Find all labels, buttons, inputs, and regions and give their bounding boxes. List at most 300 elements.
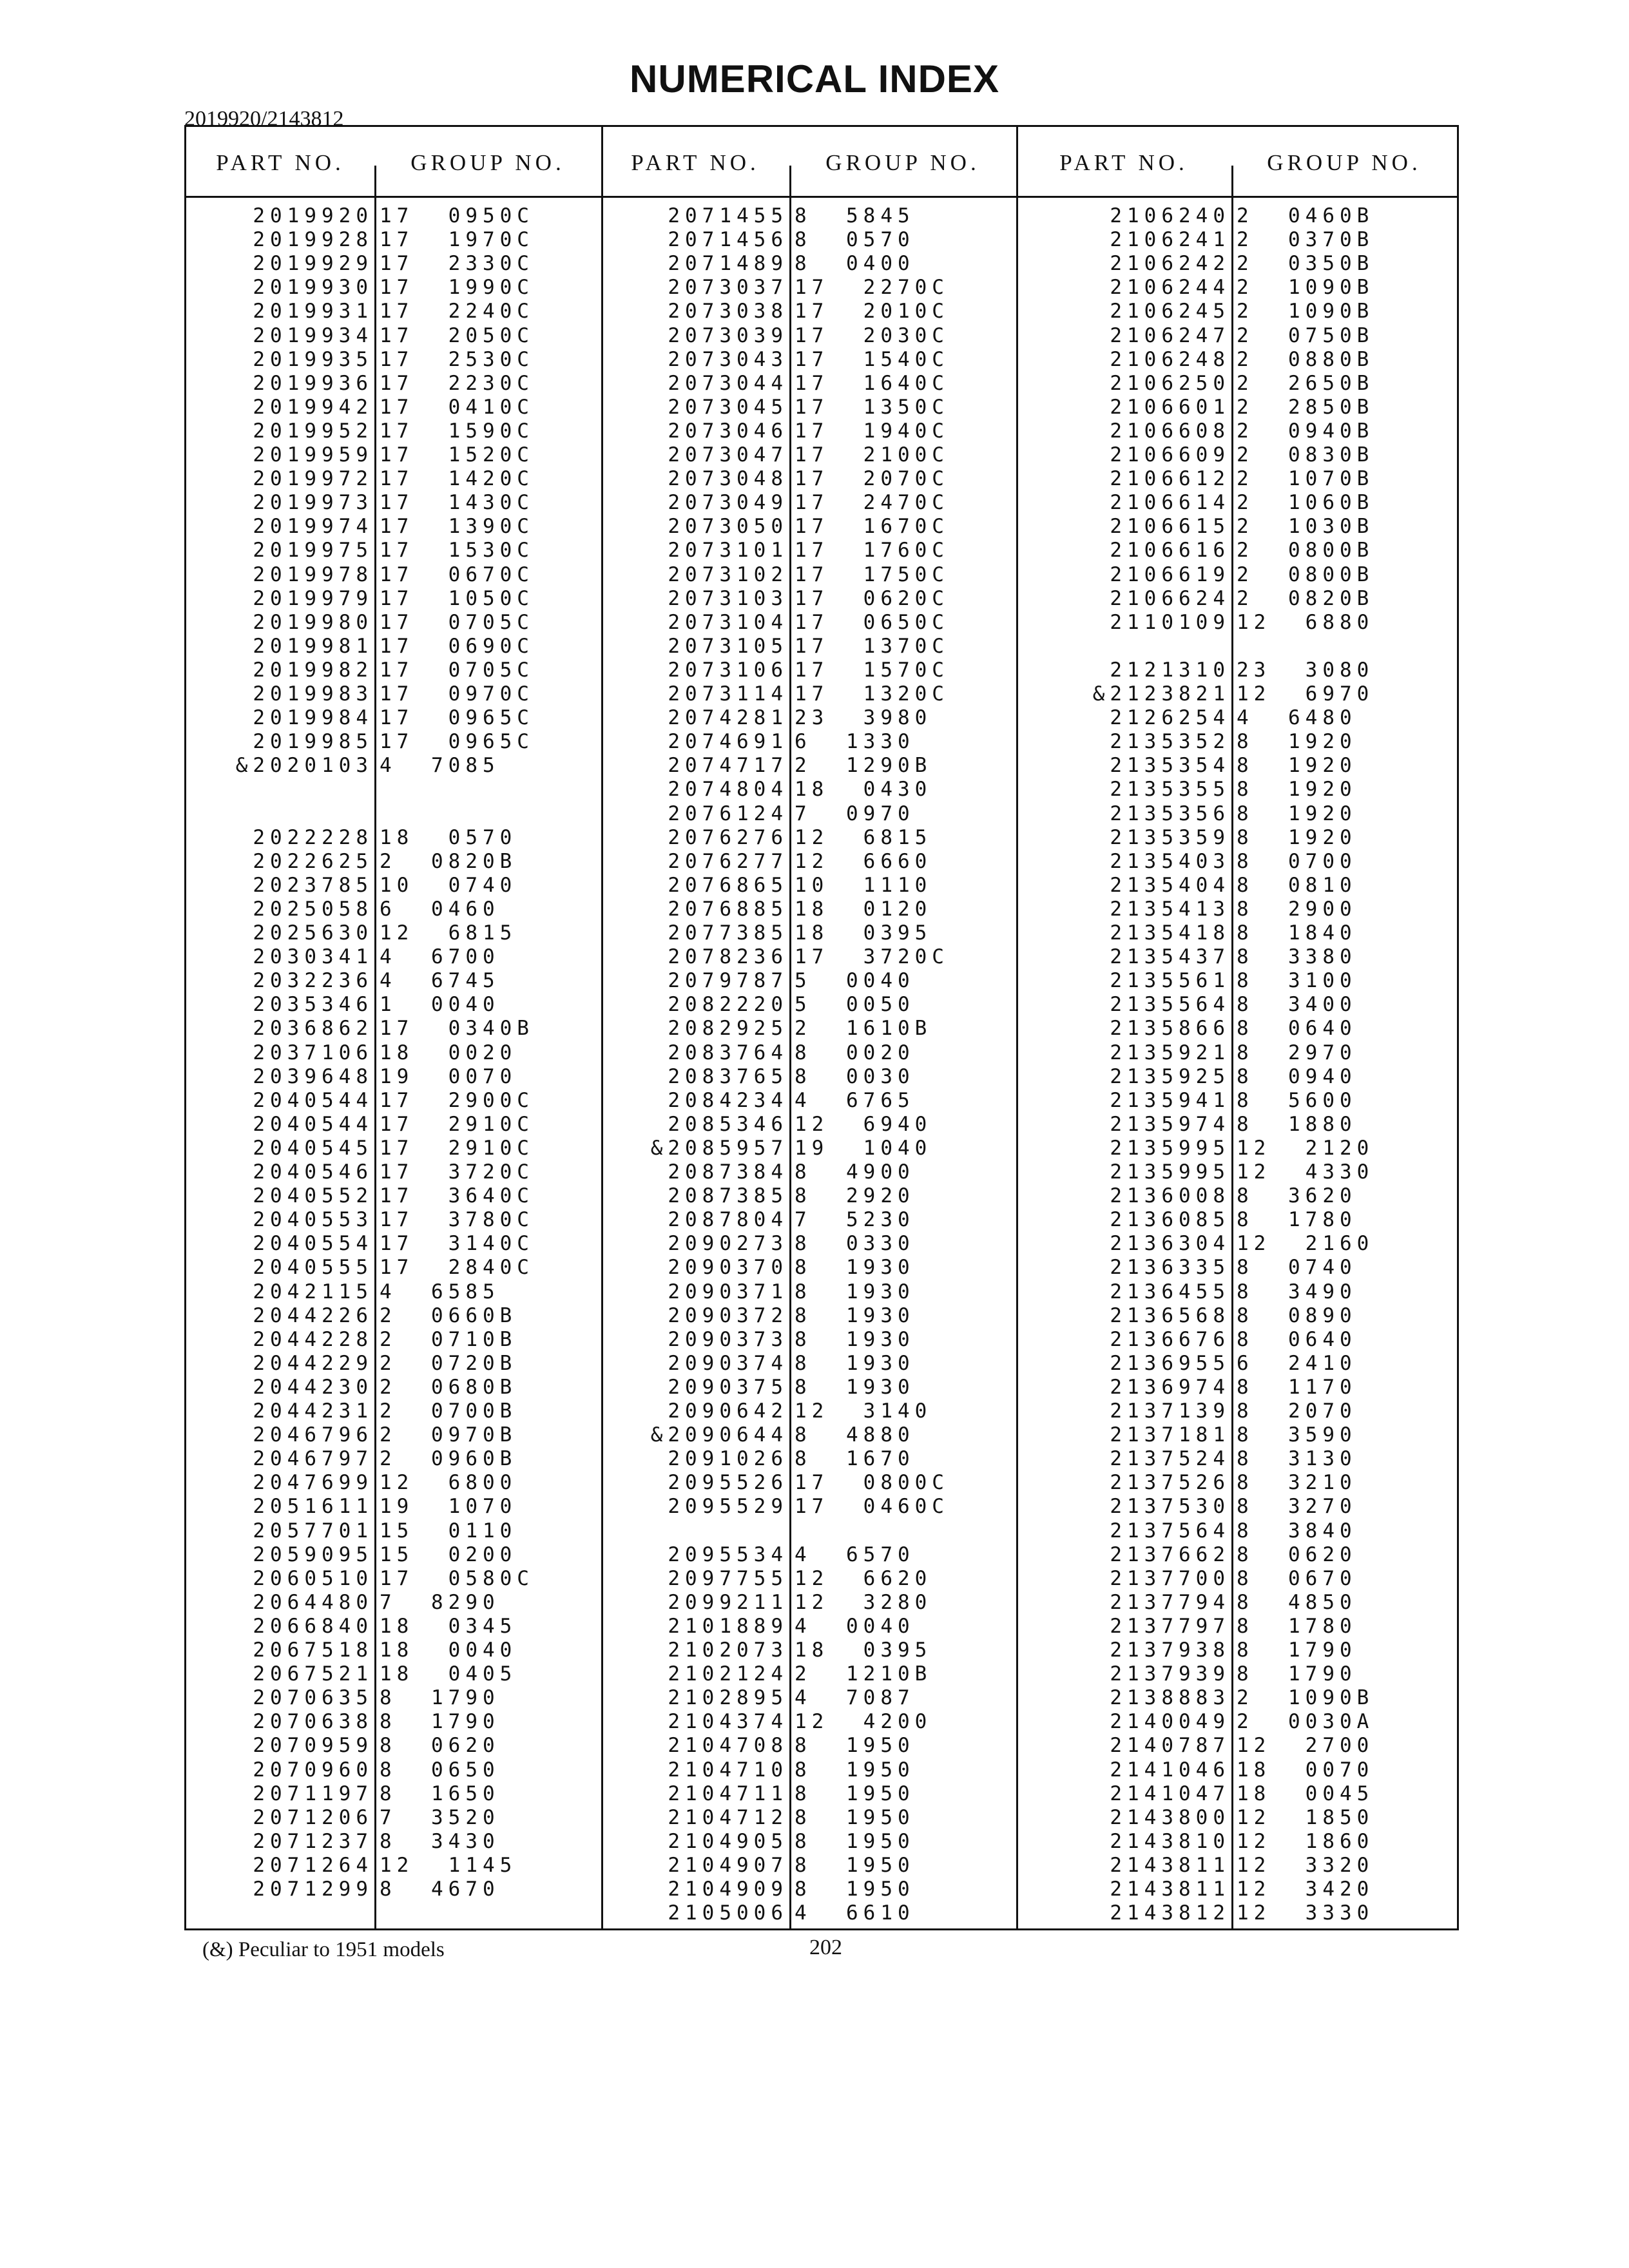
part-number: 2073104	[668, 610, 788, 634]
part-number: 2104374	[668, 1710, 788, 1734]
group-number: 2 0800B	[1237, 562, 1374, 586]
part-number: 2071264	[253, 1853, 373, 1877]
group-number: 17 3720C	[380, 1160, 534, 1184]
group-number: 4 6745	[380, 969, 500, 993]
group-number: 2 1210B	[795, 1662, 932, 1686]
group-number: 8 1920	[1237, 730, 1357, 754]
group-number: 17 1520C	[380, 443, 534, 466]
part-number: 2083765	[668, 1064, 788, 1088]
group-number: 17 0965C	[380, 706, 534, 730]
group-number: 17 1050C	[380, 586, 534, 610]
part-number: 2040544	[253, 1112, 373, 1136]
group-number: 17 2910C	[380, 1112, 534, 1136]
part-number: 2101889	[668, 1614, 788, 1638]
part-number: 2040545	[253, 1136, 373, 1160]
part-number: 2019973	[253, 491, 373, 515]
part-number: 2073049	[668, 491, 788, 515]
group-number: 8 1930	[795, 1303, 915, 1327]
part-number: 2136008	[1110, 1184, 1230, 1208]
group-number: 8 1950	[795, 1782, 915, 1805]
part-number: 2019934	[253, 323, 373, 347]
part-number: 2019928	[253, 228, 373, 252]
part-number: 2137662	[1110, 1542, 1230, 1566]
part-number: 2087385	[668, 1184, 788, 1208]
group-number: 19 1040	[795, 1136, 932, 1160]
group-number: 7 5230	[795, 1208, 915, 1232]
part-number: 2067521	[253, 1662, 373, 1686]
part-number: 2143812	[1110, 1901, 1230, 1925]
part-number: 2039648	[253, 1064, 373, 1088]
group-number: 17 2330C	[380, 252, 534, 276]
group-number: 17 0800C	[795, 1471, 949, 1495]
table-header-row	[186, 127, 1457, 198]
group-number: 2 0830B	[1237, 443, 1374, 466]
group-number: 2 1060B	[1237, 491, 1374, 515]
group-number: 17 1670C	[795, 515, 949, 539]
part-number: 2104711	[668, 1782, 788, 1805]
group-number: 8 4900	[795, 1160, 915, 1184]
group-number: 8 5845	[795, 204, 915, 227]
part-number: 2143811	[1110, 1878, 1230, 1901]
part-number: 2077385	[668, 921, 788, 945]
part-number: 2019980	[253, 610, 373, 634]
group-number: 8 1790	[380, 1710, 500, 1734]
part-number: 2104708	[668, 1734, 788, 1758]
part-number: 2102895	[668, 1686, 788, 1710]
part-number: 2095526	[668, 1471, 788, 1495]
group-number: 17 1530C	[380, 539, 534, 562]
part-number: 2076124	[668, 802, 788, 825]
part-number: 2076865	[668, 873, 788, 897]
part-number: 2135561	[1110, 969, 1230, 993]
part-number: 2106615	[1110, 515, 1230, 539]
part-number: 2106245	[1110, 300, 1230, 323]
group-number: 17 2010C	[795, 300, 949, 323]
group-number: 8 2970	[1237, 1041, 1357, 1064]
part-number: 2019974	[253, 515, 373, 539]
part-number: 2106619	[1110, 562, 1230, 586]
part-number: 2091026	[668, 1447, 788, 1471]
group-number: 12 3320	[1237, 1853, 1374, 1877]
part-number: 2019936	[253, 371, 373, 395]
group-number: 17 0705C	[380, 658, 534, 682]
part-number: 2135974	[1110, 1112, 1230, 1136]
part-number: 2137181	[1110, 1423, 1230, 1447]
part-number: 2032236	[253, 969, 373, 993]
group-number: 2 1090B	[1237, 300, 1374, 323]
part-number: 2019972	[253, 467, 373, 491]
part-number: 2073044	[668, 371, 788, 395]
part-number: 2090375	[668, 1375, 788, 1399]
group-number: 8 0890	[1237, 1303, 1357, 1327]
part-number: 2073103	[668, 586, 788, 610]
group-number: 17 0705C	[380, 610, 534, 634]
group-number: 17 1590C	[380, 419, 534, 443]
group-number: 4 6570	[795, 1542, 915, 1566]
part-number: 2138883	[1110, 1686, 1230, 1710]
group-number: 2 0660B	[380, 1303, 517, 1327]
part-number: 2136568	[1110, 1303, 1230, 1327]
part-number: 2106250	[1110, 371, 1230, 395]
group-number: 2 0750B	[1237, 323, 1374, 347]
group-number: 7 8290	[380, 1590, 500, 1614]
part-number: 2019942	[253, 395, 373, 419]
part-number: 2090373	[668, 1327, 788, 1351]
group-number: 6 0460	[380, 897, 500, 921]
group-number: 12 6800	[380, 1471, 517, 1495]
part-number: 2140787	[1110, 1734, 1230, 1758]
header-group-no-1: GROUP NO.	[410, 150, 565, 175]
part-number: 2135413	[1110, 897, 1230, 921]
group-number: 19 0070	[380, 1064, 517, 1088]
group-number: 17 1350C	[795, 395, 949, 419]
part-number: 2070638	[253, 1710, 373, 1734]
part-number: 2121310	[1110, 658, 1230, 682]
group-number: 17 1750C	[795, 562, 949, 586]
group-number: 8 0640	[1237, 1327, 1357, 1351]
part-number: 2019985	[253, 730, 373, 754]
group-number: 4 6700	[380, 945, 500, 969]
part-number: 2073043	[668, 347, 788, 371]
group-number: 17 1420C	[380, 467, 534, 491]
part-number: 2071489	[668, 252, 788, 276]
part-number: 2064480	[253, 1590, 373, 1614]
part-number: 2083764	[668, 1041, 788, 1064]
group-number: 8 0670	[1237, 1566, 1357, 1590]
part-number: 2104712	[668, 1805, 788, 1829]
part-number: 2070635	[253, 1686, 373, 1710]
part-number: 2135418	[1110, 921, 1230, 945]
part-number: 2047699	[253, 1471, 373, 1495]
part-number: 2135866	[1110, 1017, 1230, 1041]
group-number: 17 0670C	[380, 562, 534, 586]
group-number: 15 0110	[380, 1519, 517, 1542]
group-number: 12 2700	[1237, 1734, 1374, 1758]
part-number: 2143800	[1110, 1805, 1230, 1829]
group-number: 2 0820B	[1237, 586, 1374, 610]
group-number: 2 0880B	[1237, 347, 1374, 371]
group-number: 8 1790	[1237, 1662, 1357, 1686]
group-number: 2 0970B	[380, 1423, 517, 1447]
group-number: 17 1320C	[795, 682, 949, 706]
group-number: 8 1790	[380, 1686, 500, 1710]
part-number: 2087384	[668, 1160, 788, 1184]
group-number: 8 3430	[380, 1829, 500, 1853]
part-number: &2085957	[650, 1136, 788, 1160]
group-number: 4 6585	[380, 1280, 500, 1303]
part-number: 2090374	[668, 1351, 788, 1375]
group-number: 12 3140	[795, 1399, 932, 1423]
group-number: 8 1950	[795, 1853, 915, 1877]
page-title: NUMERICAL INDEX	[630, 57, 999, 101]
part-number: 2082925	[668, 1017, 788, 1041]
group-number: 2 0710B	[380, 1327, 517, 1351]
group-number: 17 0580C	[380, 1566, 534, 1590]
part-number: 2019929	[253, 252, 373, 276]
part-number: 2135403	[1110, 849, 1230, 873]
group-number: 2 0030A	[1237, 1710, 1374, 1734]
part-number: 2073114	[668, 682, 788, 706]
part-number: 2085346	[668, 1112, 788, 1136]
column-divider	[789, 166, 791, 1928]
part-number: 2078236	[668, 945, 788, 969]
part-number: 2106601	[1110, 395, 1230, 419]
group-number: 17 3140C	[380, 1232, 534, 1256]
part-number: 2097755	[668, 1566, 788, 1590]
group-number: 8 3620	[1237, 1184, 1357, 1208]
group-number: 4 0040	[795, 1614, 915, 1638]
part-number: 2136455	[1110, 1280, 1230, 1303]
group-number: 8 3130	[1237, 1447, 1357, 1471]
part-number: 2136974	[1110, 1375, 1230, 1399]
part-number: 2022228	[253, 825, 373, 849]
group-number: 19 1070	[380, 1495, 517, 1519]
group-number: 2 0960B	[380, 1447, 517, 1471]
part-number: 2019979	[253, 586, 373, 610]
part-number: 2137564	[1110, 1519, 1230, 1542]
group-number: 2 1290B	[795, 754, 932, 778]
part-number: 2046796	[253, 1423, 373, 1447]
group-number: 8 3210	[1237, 1471, 1357, 1495]
part-number: 2025058	[253, 897, 373, 921]
part-number: 2090273	[668, 1232, 788, 1256]
part-number: 2082220	[668, 993, 788, 1017]
group-number: 8 0330	[795, 1232, 915, 1256]
column-divider	[1231, 166, 1233, 1928]
part-number: 2136676	[1110, 1327, 1230, 1351]
group-number: 8 1920	[1237, 802, 1357, 825]
group-number: 17 0620C	[795, 586, 949, 610]
part-number: 2104909	[668, 1878, 788, 1901]
part-number: 2040544	[253, 1088, 373, 1112]
part-number: 2137797	[1110, 1614, 1230, 1638]
group-number: 7 3520	[380, 1805, 500, 1829]
group-number: 2 1030B	[1237, 515, 1374, 539]
part-number: 2019981	[253, 634, 373, 658]
part-number: 2071197	[253, 1782, 373, 1805]
part-number: 2106240	[1110, 204, 1230, 227]
group-number: 8 1920	[1237, 754, 1357, 778]
part-number: 2044228	[253, 1327, 373, 1351]
group-number: 18 0570	[380, 825, 517, 849]
group-number: 8 0400	[795, 252, 915, 276]
part-number: 2137794	[1110, 1590, 1230, 1614]
group-number: 8 1790	[1237, 1639, 1357, 1662]
part-number: 2106624	[1110, 586, 1230, 610]
group-number: 12 1850	[1237, 1805, 1374, 1829]
group-number: 12 4330	[1237, 1160, 1374, 1184]
part-number: 2135354	[1110, 754, 1230, 778]
part-number: 2071455	[668, 204, 788, 227]
part-number: 2071206	[253, 1805, 373, 1829]
group-number: 8 1920	[1237, 778, 1357, 802]
group-number: 10 0740	[380, 873, 517, 897]
group-number: 8 0940	[1237, 1064, 1357, 1088]
group-number: 8 0620	[380, 1734, 500, 1758]
group-number: 8 3100	[1237, 969, 1357, 993]
part-number: 2042115	[253, 1280, 373, 1303]
part-number: 2141047	[1110, 1782, 1230, 1805]
part-number: 2040552	[253, 1184, 373, 1208]
group-number: 4 7085	[380, 754, 500, 778]
part-number: 2019931	[253, 300, 373, 323]
group-number: 8 1950	[795, 1758, 915, 1782]
part-number: 2087804	[668, 1208, 788, 1232]
part-number: 2030341	[253, 945, 373, 969]
part-number: 2036862	[253, 1017, 373, 1041]
group-number: 8 0620	[1237, 1542, 1357, 1566]
group-number: 8 1930	[795, 1375, 915, 1399]
part-number: 2019930	[253, 276, 373, 300]
part-number: 2106612	[1110, 467, 1230, 491]
part-number: 2076885	[668, 897, 788, 921]
group-number: 8 1950	[795, 1805, 915, 1829]
part-number: 2104905	[668, 1829, 788, 1853]
group-number: 17 1940C	[795, 419, 949, 443]
part-number: 2090371	[668, 1280, 788, 1303]
group-number: 1 0040	[380, 993, 500, 1017]
part-number: 2095534	[668, 1542, 788, 1566]
part-number: 2135995	[1110, 1160, 1230, 1184]
part-number: 2044230	[253, 1375, 373, 1399]
part-number: 2073050	[668, 515, 788, 539]
group-number: 8 1930	[795, 1327, 915, 1351]
part-number: 2019920	[253, 204, 373, 227]
part-number: &2090644	[650, 1423, 788, 1447]
group-number: 17 1570C	[795, 658, 949, 682]
part-number: 2104907	[668, 1853, 788, 1877]
part-number: 2135921	[1110, 1041, 1230, 1064]
part-number: 2074804	[668, 778, 788, 802]
group-number: 12 1145	[380, 1853, 517, 1877]
group-number: 8 3590	[1237, 1423, 1357, 1447]
group-number: 17 0950C	[380, 204, 534, 227]
part-number: 2040553	[253, 1208, 373, 1232]
group-number: 2 0460B	[1237, 204, 1374, 227]
group-number: 17 0460C	[795, 1495, 949, 1519]
group-number: 2 0940B	[1237, 419, 1374, 443]
group-number: 8 1950	[795, 1829, 915, 1853]
part-number: 2136304	[1110, 1232, 1230, 1256]
part-number: 2090372	[668, 1303, 788, 1327]
group-number: 8 0700	[1237, 849, 1357, 873]
part-number: 2023785	[253, 873, 373, 897]
group-number: 2 0350B	[1237, 252, 1374, 276]
part-number: 2035346	[253, 993, 373, 1017]
group-number: 2 0820B	[380, 849, 517, 873]
part-number: 2074717	[668, 754, 788, 778]
group-number: 12 1860	[1237, 1829, 1374, 1853]
part-number: 2019935	[253, 347, 373, 371]
footnote: (&) Peculiar to 1951 models	[202, 1938, 445, 1961]
part-number: 2137139	[1110, 1399, 1230, 1423]
part-number: 2071456	[668, 228, 788, 252]
part-number: 2137524	[1110, 1447, 1230, 1471]
group-number: 12 6815	[795, 825, 932, 849]
group-number: 17 0965C	[380, 730, 534, 754]
group-number: 18 0070	[1237, 1758, 1374, 1782]
header-group-no-3: GROUP NO.	[1267, 150, 1422, 175]
header-part-no-2: PART NO.	[631, 150, 760, 175]
group-number: 12 6880	[1237, 610, 1374, 634]
part-number: 2126254	[1110, 706, 1230, 730]
part-number: 2073038	[668, 300, 788, 323]
part-number: 2070959	[253, 1734, 373, 1758]
group-number: 17 2470C	[795, 491, 949, 515]
group-number: 17 1370C	[795, 634, 949, 658]
group-number: 8 1880	[1237, 1112, 1357, 1136]
group-number: 12 6970	[1237, 682, 1374, 706]
group-number: 8 0570	[795, 228, 915, 252]
part-number: 2044231	[253, 1399, 373, 1423]
part-number: 2136085	[1110, 1208, 1230, 1232]
part-number: 2106616	[1110, 539, 1230, 562]
group-number: 18 0405	[380, 1662, 517, 1686]
group-number: 8 1930	[795, 1256, 915, 1280]
part-number: 2090642	[668, 1399, 788, 1423]
group-number: 8 2920	[795, 1184, 915, 1208]
group-number: 17 2100C	[795, 443, 949, 466]
group-number: 17 1970C	[380, 228, 534, 252]
group-number: 8 1780	[1237, 1614, 1357, 1638]
group-number: 18 0345	[380, 1614, 517, 1638]
part-number: 2136335	[1110, 1256, 1230, 1280]
group-number: 17 0970C	[380, 682, 534, 706]
group-number: 8 4850	[1237, 1590, 1357, 1614]
part-number: 2037106	[253, 1041, 373, 1064]
part-number: 2137938	[1110, 1639, 1230, 1662]
group-number: 2 2650B	[1237, 371, 1374, 395]
part-number: 2137700	[1110, 1566, 1230, 1590]
part-number: 2040554	[253, 1232, 373, 1256]
group-number: 12 2120	[1237, 1136, 1374, 1160]
group-number: 8 0030	[795, 1064, 915, 1088]
part-number: 2143810	[1110, 1829, 1230, 1853]
part-number: 2106609	[1110, 443, 1230, 466]
part-number: 2135925	[1110, 1064, 1230, 1088]
group-number: 8 1840	[1237, 921, 1357, 945]
group-number: 2 1610B	[795, 1017, 932, 1041]
part-number: 2135437	[1110, 945, 1230, 969]
group-number: 17 1430C	[380, 491, 534, 515]
group-number: 18 0020	[380, 1041, 517, 1064]
group-number: 8 1170	[1237, 1375, 1357, 1399]
group-number: 17 3720C	[795, 945, 949, 969]
group-number: 17 2840C	[380, 1256, 534, 1280]
header-group-no-2: GROUP NO.	[825, 150, 980, 175]
group-number: 8 4670	[380, 1878, 500, 1901]
group-number: 17 3780C	[380, 1208, 534, 1232]
part-number: 2137526	[1110, 1471, 1230, 1495]
group-number: 12 3420	[1237, 1878, 1374, 1901]
group-number: 6 1330	[795, 730, 915, 754]
part-number: 2135404	[1110, 873, 1230, 897]
numerical-index-table	[184, 125, 1459, 1930]
group-number: 8 5600	[1237, 1088, 1357, 1112]
part-number: 2106242	[1110, 252, 1230, 276]
group-number: 2 2850B	[1237, 395, 1374, 419]
part-number: 2135564	[1110, 993, 1230, 1017]
part-number: 2074281	[668, 706, 788, 730]
part-number: 2135941	[1110, 1088, 1230, 1112]
group-number: 4 6480	[1237, 706, 1357, 730]
part-number: 2135359	[1110, 825, 1230, 849]
part-number: 2057701	[253, 1519, 373, 1542]
group-number: 8 0740	[1237, 1256, 1357, 1280]
group-number: 10 1110	[795, 873, 932, 897]
group-number: 8 1950	[795, 1878, 915, 1901]
group-number: 4 6610	[795, 1901, 915, 1925]
